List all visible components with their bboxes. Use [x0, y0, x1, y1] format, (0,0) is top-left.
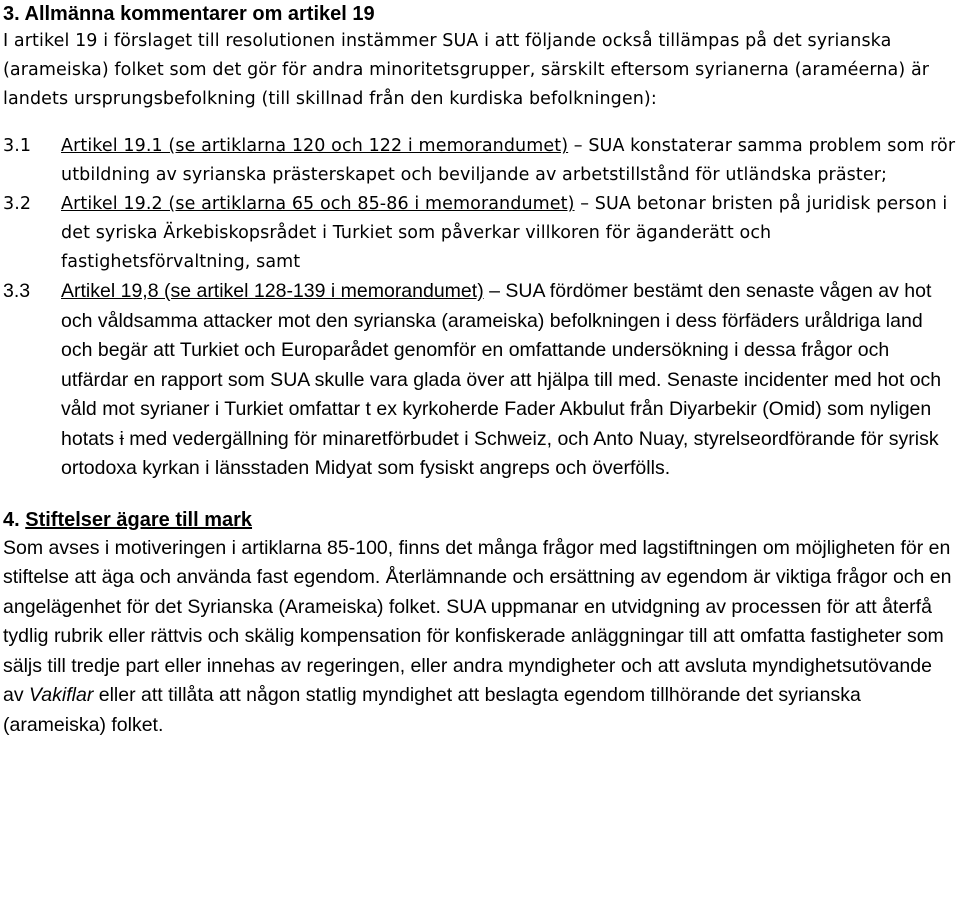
paragraph-text: Som avses i motiveringen i artiklarna 85-100, finns det många frågor med lagstiftningen om möjligheten för en stiftelse att äga och använda fast egendom. Återlämnande och ersättning av egendom är viktiga frågor och en angelägenhet för det Syrianska (Arameiska) folket. SUA uppmanar en utvidgning av processen för att återfå tydlig rubrik eller rättvis och skälig kompensation för konfiskerade anläggningar till att omfatta fastigheter som säljs till tredje part eller innehas av regeringen, eller andra myndigheter och att avsluta myndighetsutövande av: [3, 536, 952, 706]
item-dash: –: [574, 194, 595, 214]
item-text: SUA fördömer bestämt den senaste vågen av hot och våldsamma attacker mot den syrianska (arameiska) befolkningen i dess förfäders uråldriga land och begär att Turkiet och Europarådet genomför en omfattande undersökning i dessa frågor och utfärdar en rapport som SUA skulle vara glada över att hjälpa till med. Senaste incidenter med hot och våld mot syrianer i Turkiet omfattar t ex kyrkoherde Fader Akbulut från Diyarbekir (Omid) som nyligen hotats: [61, 280, 942, 450]
section-3-intro: I artikel 19 i förslaget till resolutionen instämmer SUA i att följande också tillämpas på det syrianska (arameiska) folket som det gör för andra minoritetsgrupper, särskilt eftersom syrianerna (araméerna) är landets ursprungsbefolkning (till skillnad från den kurdiska befolkningen):: [3, 31, 930, 109]
item-text: SUA konstaterar samma problem som rör utbildning av syrianska prästerskapet och beviljande av arbetstillstånd för utländska präster;: [61, 136, 956, 185]
item-dash: –: [568, 136, 589, 156]
item-body: [61, 190, 957, 277]
list-item: [3, 190, 957, 277]
document-page: [3, 0, 957, 740]
section-4-title: Stiftelser ägare till mark: [25, 508, 253, 531]
item-body: [61, 132, 957, 190]
section-4-heading: [3, 506, 957, 534]
paragraph-text-end: eller att tillåta att någon statlig myndighet att beslagta egendom tillhörande det syrianska (arameiska) folket.: [3, 684, 861, 736]
list-item: [3, 277, 957, 484]
section-3-heading: 3. Allmänna kommentarer om artikel 19: [3, 3, 375, 25]
item-text: SUA betonar bristen på juridisk person i det syriska Ärkebiskopsrådet i Turkiet som påverkar villkoren för äganderätt och fastighetsförvaltning, samt: [61, 194, 948, 272]
item-number: 3.1: [3, 136, 32, 156]
section-4-number: 4.: [3, 508, 20, 531]
list-item: [3, 132, 957, 190]
section-4-paragraph: [3, 534, 957, 741]
item-number: 3.2: [3, 194, 32, 214]
item-reference: Artikel 19.1 (se artiklarna 120 och 122 i memorandumet): [61, 136, 569, 156]
struck-text: i: [119, 427, 124, 450]
item-reference: Artikel 19.2 (se artiklarna 65 och 85-86 i memorandumet): [61, 194, 575, 214]
item-text-end: med vedergällning för minaretförbudet i Schweiz, och Anto Nuay, styrelseordförande för syrisk ortodoxa kyrkan i länsstaden Midyat som fysiskt angreps och överfölls.: [61, 427, 939, 479]
item-reference: Artikel 19,8 (se artikel 128-139 i memorandumet): [61, 280, 484, 302]
item-body: [61, 277, 957, 484]
italic-term: Vakiflar: [29, 684, 94, 706]
item-dash: –: [483, 280, 506, 302]
item-number: 3.3: [3, 280, 31, 302]
